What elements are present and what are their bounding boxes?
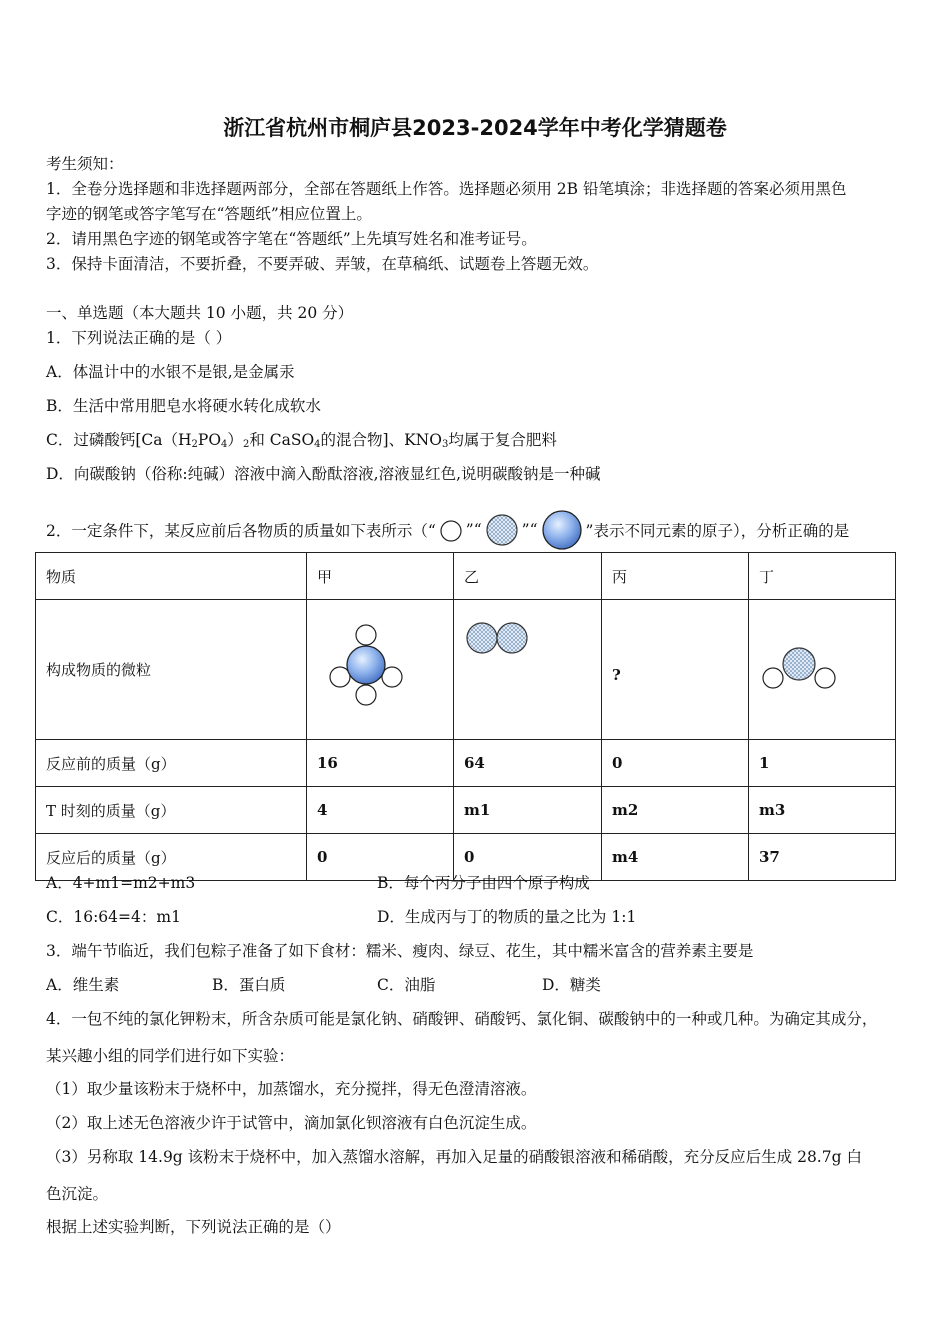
- q2-option-c: C．16:64=4：m1: [46, 908, 181, 926]
- table-cell: 4: [307, 787, 454, 834]
- molecule-ding-icon: [759, 643, 839, 693]
- q2-option-a: A．4+m1=m2+m3: [46, 874, 196, 892]
- q1-option-b: B．生活中常用肥皂水将硬水转化成软水: [46, 397, 321, 415]
- molecule-bing: ?: [602, 600, 749, 740]
- table-header: 丙: [602, 553, 749, 600]
- q1-option-a: A．体温计中的水银不是银,是金属汞: [46, 363, 295, 381]
- q4-stem: 4．一包不纯的氯化钾粉末，所含杂质可能是氯化钠、硝酸钾、硝酸钙、氯化铜、碳酸钠中的一种或几种。为确定其成分，: [46, 1010, 878, 1028]
- table-cell: 64: [454, 740, 602, 787]
- mass-table: [35, 552, 896, 881]
- table-row-label: 反应后的质量（g）: [36, 834, 307, 881]
- molecule-yi: [454, 600, 602, 740]
- table-cell: m4: [602, 834, 749, 881]
- molecule-jia: [307, 600, 454, 740]
- q1-option-c: C．过磷酸钙[$Ca(H_2PO_4)_2$和 CaSO$_4$的混合物]、$KNO_3$均属于复合肥料: [46, 431, 557, 450]
- molecule-ding: [749, 600, 896, 740]
- table-header: 丁: [749, 553, 896, 600]
- table-cell: m3: [749, 787, 896, 834]
- q4-step: （1）取少量该粉末于烧杯中，加蒸馏水，充分搅拌，得无色澄清溶液。: [46, 1080, 537, 1098]
- table-cell: 0: [454, 834, 602, 881]
- table-cell: 1: [749, 740, 896, 787]
- molecule-jia-icon: [317, 623, 417, 713]
- notice-heading: 考生须知：: [46, 155, 124, 173]
- table-row-label: 反应前的质量（g）: [36, 740, 307, 787]
- q3-stem: 3．端午节临近，我们包粽子准备了如下食材：糯米、瘦肉、绿豆、花生，其中糯米富含的营养素主要是: [46, 942, 754, 960]
- page-title: 浙江省杭州市桐庐县2023-2024学年中考化学猜题卷: [223, 116, 727, 140]
- q2-option-b: B．每个丙分子由四个原子构成: [377, 874, 590, 892]
- table-cell: 0: [602, 740, 749, 787]
- q4-step: 色沉淀。: [46, 1185, 109, 1203]
- notice-item: 3．保持卡面清洁，不要折叠，不要弄破、弄皱，在草稿纸、试题卷上答题无效。: [46, 255, 599, 273]
- q4-step: （2）取上述无色溶液少许于试管中，滴加氯化钡溶液有白色沉淀生成。: [46, 1114, 537, 1132]
- q3-option-a: A．维生素: [46, 976, 120, 994]
- q3-option-c: C．油脂: [377, 976, 436, 994]
- q3-option-d: D．糖类: [542, 976, 601, 994]
- table-header: 乙: [454, 553, 602, 600]
- table-cell: m2: [602, 787, 749, 834]
- q1-stem: 1．下列说法正确的是（ ）: [46, 329, 232, 347]
- notice-item: 2．请用黑色字迹的钢笔或答字笔在“答题纸”上先填写姓名和准考证号。: [46, 230, 537, 248]
- q2-stem: 2．一定条件下，某反应前后各物质的质量如下表所示（“ ”“ ”“ ”表示不同元素的原子），分析正确的是: [46, 508, 849, 552]
- table-header: 甲: [307, 553, 454, 600]
- notice-item: 1．全卷分选择题和非选择题两部分，全部在答题纸上作答。选择题必须用 2B 铅笔填涂；非选择题的答案必须用黑色: [46, 180, 847, 198]
- table-cell: m1: [454, 787, 602, 834]
- white-atom-icon: [438, 517, 464, 543]
- table-row-label: T 时刻的质量（g）: [36, 787, 307, 834]
- q4-stem: 某兴趣小组的同学们进行如下实验：: [46, 1047, 295, 1065]
- molecule-yi-icon: [464, 618, 544, 658]
- q3-option-b: B．蛋白质: [212, 976, 286, 994]
- q4-step: （3）另称取 14.9g 该粉末于烧杯中，加入蒸馏水溶解，再加入足量的硝酸银溶液和稀硝酸，充分反应后生成 28.7g 白: [46, 1148, 862, 1166]
- q1-option-d: D．向碳酸钠（俗称:纯碱）溶液中滴入酚酞溶液,溶液显红色,说明碳酸钠是一种碱: [46, 465, 601, 483]
- hatched-atom-icon: [484, 512, 520, 548]
- table-header: 物质: [36, 553, 307, 600]
- blue-atom-icon: [540, 508, 584, 552]
- q4-ask: 根据上述实验判断，下列说法正确的是（）: [46, 1218, 341, 1236]
- q2-option-d: D．生成丙与丁的物质的量之比为 1:1: [377, 908, 637, 926]
- section-heading: 一、单选题（本大题共 10 小题，共 20 分）: [46, 304, 354, 322]
- table-cell: 37: [749, 834, 896, 881]
- notice-item: 字迹的钢笔或答字笔写在“答题纸”相应位置上。: [46, 205, 372, 223]
- table-cell: 16: [307, 740, 454, 787]
- table-cell: 0: [307, 834, 454, 881]
- table-row-label: 构成物质的微粒: [36, 600, 307, 740]
